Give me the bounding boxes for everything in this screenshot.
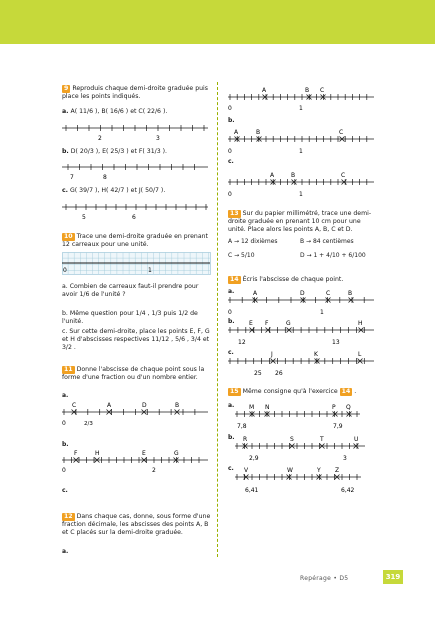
point-label: B	[291, 172, 296, 179]
tick-label: 7	[70, 174, 74, 181]
question-b: b. Même question pour 1/4 , 1/3 puis 1/2 de l'unité.	[62, 310, 198, 325]
point-label: A	[270, 172, 275, 179]
point-label: E	[249, 320, 253, 327]
tick-label: 1	[299, 148, 303, 155]
point-label: G	[174, 450, 179, 457]
exercise-15: 15 Même consigne qu'à l'exercice 14 .	[230, 388, 357, 395]
tick-label: 0	[63, 267, 67, 274]
tick-label: 2/3	[84, 421, 93, 427]
exercise-14	[228, 276, 378, 284]
tick-label: 6,42	[341, 487, 355, 494]
page-number: 319	[383, 570, 403, 584]
tick-label: 25	[254, 370, 262, 377]
point-label: B	[348, 290, 353, 297]
point-label: D	[300, 290, 305, 297]
tick-label: 8	[103, 174, 107, 181]
ex15-b-line	[235, 434, 375, 464]
point-label: R	[243, 436, 248, 443]
point-label: C	[341, 172, 346, 179]
ex12-c-line	[228, 170, 378, 200]
tick-label: 2,9	[249, 455, 259, 462]
item-prefix: a.	[228, 402, 235, 409]
point-label: N	[265, 404, 270, 411]
tick-label: 6,41	[245, 487, 259, 494]
point-label: F	[265, 320, 269, 327]
ex12-a-line	[228, 85, 378, 115]
exercise-text: Donne l'abscisse de chaque point sous la forme d'une fraction ou d'un nombre entier.	[62, 366, 205, 381]
ex15-a-line	[235, 402, 375, 432]
ex14-b-line	[228, 318, 378, 348]
point-label: K	[314, 351, 318, 358]
column-divider	[217, 82, 218, 557]
tick-label: 3	[343, 455, 347, 462]
point-label: J	[271, 351, 273, 358]
point-label: V	[244, 467, 249, 474]
exercise-text: Dans chaque cas, donne, sous forme d'une fraction décimale, les abscisses des points A, B et C placés sur la demi-droite graduée.	[62, 513, 211, 536]
point-label: U	[354, 436, 359, 443]
ex9-a	[62, 108, 212, 116]
ex10-qb	[62, 310, 212, 326]
exercise-10	[62, 233, 212, 249]
ex11-b-line	[62, 448, 212, 478]
item-prefix: b.	[62, 441, 69, 448]
footer-section: Repérage • D5	[300, 575, 349, 582]
point-label: E	[142, 450, 146, 457]
tick-label: 0	[228, 105, 232, 112]
tick-label: 13	[332, 339, 340, 346]
exercise-12	[62, 513, 212, 537]
item-prefix: c.	[62, 187, 69, 194]
point-label: L	[358, 351, 362, 358]
tick-label: 2	[98, 135, 102, 142]
tick-label: 0	[62, 420, 66, 427]
ex13-line-d: D → 1 + 4/10 + 6/100	[300, 252, 366, 259]
point-label: C	[72, 402, 77, 409]
point-label: A	[253, 290, 258, 297]
ex9-a-line	[62, 122, 212, 144]
point-label: A	[262, 87, 267, 94]
ex12-b-line	[228, 127, 378, 157]
ex10-grid	[62, 252, 212, 276]
exercise-text: Même consigne qu'à l'exercice	[242, 388, 338, 395]
item-prefix: c.	[62, 487, 68, 494]
point-label: M	[249, 404, 255, 411]
tick-label: 3	[156, 135, 160, 142]
tick-label: 0	[62, 467, 66, 474]
point-label: T	[320, 436, 324, 443]
ex10-qc	[62, 328, 212, 352]
ex9-b	[62, 148, 212, 156]
exercise-reference: 14	[341, 388, 351, 395]
ex14-c-line	[228, 349, 378, 379]
ex13-line-c: C → 5/10	[228, 252, 255, 259]
item-prefix: c.	[228, 158, 234, 165]
ex14-a-line	[228, 288, 378, 318]
item-prefix: b.	[228, 318, 235, 325]
tick-label: 0	[228, 309, 232, 316]
point-label: Q	[346, 404, 351, 411]
tick-label: 0	[228, 191, 232, 198]
exercise-13	[228, 210, 378, 234]
exercise-number: 9	[64, 85, 69, 92]
ex13-line-b: B → 84 centièmes	[300, 238, 354, 245]
exercise-text: Reproduis chaque demi-droite graduée puis place les points indiqués.	[62, 85, 208, 100]
ex13-line-a: A → 12 dixièmes	[228, 238, 278, 245]
exercise-number: 15	[230, 388, 239, 395]
item-prefix: a.	[62, 548, 69, 555]
item-prefix: a.	[62, 108, 69, 115]
points-text: G( 39/7 ), H( 42/7 ) et J( 50/7 ).	[70, 187, 166, 194]
exercise-number: 12	[64, 513, 73, 520]
item-prefix: a.	[228, 288, 235, 295]
ex15-c-line	[235, 465, 375, 497]
tick-label: 6	[132, 214, 136, 221]
point-label: P	[332, 404, 336, 411]
exercise-number: 11	[64, 366, 73, 373]
point-label: C	[339, 129, 344, 136]
tick-label: 7,9	[333, 423, 343, 430]
header-bar	[0, 0, 435, 44]
exercise-11	[62, 366, 212, 382]
item-prefix: c.	[228, 465, 234, 472]
ex9-c	[62, 187, 212, 195]
point-label: S	[290, 436, 294, 443]
point-label: B	[305, 87, 310, 94]
point-label: C	[326, 290, 331, 297]
point-label: F	[74, 450, 78, 457]
point-label: B	[256, 129, 261, 136]
exercise-number: 13	[230, 210, 239, 217]
question-c: c. Sur cette demi-droite, place les points E, F, G et H d'abscisses respectives 11/12 , 5/6 , 3/4 et 3/2 .	[62, 328, 210, 351]
tick-label: 12	[238, 339, 246, 346]
ex10-qa	[62, 283, 212, 299]
tick-label: 1	[148, 267, 152, 274]
tick-label: 0	[228, 148, 232, 155]
ex9-b-line	[62, 161, 212, 183]
exercise-text: Trace une demi-droite graduée en prenant 12 carreaux pour une unité.	[62, 233, 208, 248]
exercise-9	[62, 85, 212, 101]
tick-label: 1	[299, 105, 303, 112]
tick-label: 1	[299, 191, 303, 198]
points-text: A( 11/6 ), B( 16/6 ) et C( 22/6 ).	[70, 108, 168, 115]
item-prefix: b.	[62, 148, 69, 155]
point-label: B	[175, 402, 180, 409]
exercise-text: Écris l'abscisse de chaque point.	[242, 276, 344, 283]
tick-label: 2	[152, 467, 156, 474]
tick-label: 7,8	[237, 423, 247, 430]
point-label: Y	[317, 467, 321, 474]
exercise-number: 10	[64, 233, 73, 240]
exercise-number: 14	[230, 276, 239, 283]
point-label: W	[287, 467, 293, 474]
exercise-text: Sur du papier millimétré, trace une demi-droite graduée en prenant 10 cm pour une unité. Place alors les points A, B, C et D.	[228, 210, 372, 233]
item-prefix: a.	[62, 392, 69, 399]
points-text: D( 20/3 ), E( 25/3 ) et F( 31/3 ).	[70, 148, 168, 155]
point-label: H	[358, 320, 363, 327]
point-label: G	[286, 320, 291, 327]
ex9-c-line	[62, 201, 212, 223]
tick-label: 5	[82, 214, 86, 221]
item-prefix: c.	[228, 349, 234, 356]
tick-label: 1	[320, 309, 324, 316]
question-a: a. Combien de carreaux faut-il prendre pour avoir 1/6 de l'unité ?	[62, 283, 199, 298]
point-label: A	[107, 402, 112, 409]
item-prefix: b.	[228, 434, 235, 441]
point-label: A	[234, 129, 239, 136]
item-prefix: b.	[228, 117, 235, 124]
point-label: Z	[335, 467, 340, 474]
point-label: C	[320, 87, 325, 94]
ex11-a-line	[62, 400, 212, 434]
point-label: H	[95, 450, 100, 457]
tick-label: 26	[275, 370, 283, 377]
point-label: D	[142, 402, 147, 409]
